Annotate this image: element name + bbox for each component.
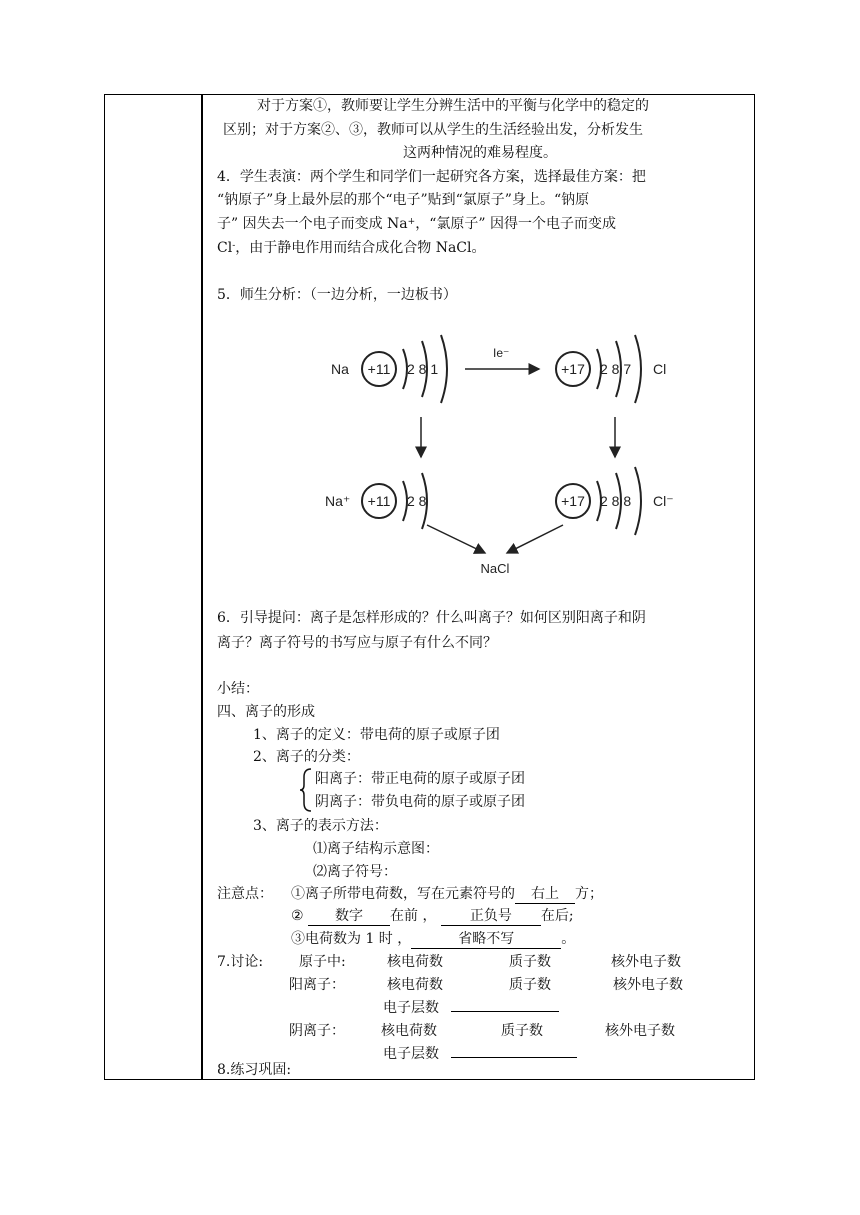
cation-protons: 质子数 [509,977,551,993]
ion-classification: 2、离子的分类： [253,749,360,765]
notes-label: 注意点： [217,886,273,902]
cation-label: 阳离子： [289,977,345,993]
s6-line-1: 6．引导提问：离子是怎样形成的？什么叫离子？如何区别阳离子和阴 [217,610,646,626]
s7-label: 7.讨论: [217,954,264,970]
atom-electrons: 核外电子数 [611,954,681,970]
ion-definition: 1、离子的定义：带电荷的原子或原子团 [253,727,500,743]
cation-layers: 电子层数 [383,997,559,1019]
electron-transfer-label: Ie⁻ [493,346,510,360]
s4-line-1: 4．学生表演：两个学生和同学们一起研究各方案，选择最佳方案：把 [217,169,646,185]
cl-ion-label: Cl⁻ [653,493,674,509]
anion-layers: 电子层数 [383,1043,577,1065]
fill-blank: 右上 [515,885,575,904]
summary-heading: 四、离子的形成 [217,704,315,720]
fill-blank: 省略不写 [411,930,561,949]
cation-electrons: 核外电子数 [613,977,683,993]
fill-blank [451,1057,577,1058]
anion-label: 阴离子： [289,1023,345,1039]
cl-ion-shell-arc [635,467,641,535]
ion-representation: 3、离子的表示方法： [253,818,388,834]
anion-electrons: 核外电子数 [605,1023,675,1039]
cl-shells: 2 8 7 [600,361,632,377]
anion-protons: 质子数 [501,1023,543,1039]
s8-label: 8.练习巩固: [217,1062,292,1078]
note-2: ② 数字 在前 ， 正负号 在后; [291,908,574,924]
na-shell-arc [441,335,447,403]
column-divider [202,95,203,1079]
representation-1: ⑴离子结构示意图： [313,841,439,857]
atom-nuclear-charge: 核电荷数 [387,954,443,970]
cl-ion-to-nacl-arrow [507,525,563,553]
fill-blank [451,1011,559,1012]
na-ion-label: Na⁺ [325,493,351,509]
representation-2: ⑵离子符号： [313,864,397,880]
fill-blank: 数字 [308,907,390,926]
nacl-label: NaCl [480,561,510,576]
atom-protons: 质子数 [509,954,551,970]
s4-line-2: “钠原子”身上最外层的那个“电子”贴到“氯原子”身上。“钠原 [217,192,590,208]
intro-line-2: 区别；对于方案②、③，教师可以从学生的生活经验出发，分析发生 [223,122,643,138]
cl-label: Cl [653,361,667,377]
fill-blank: 正负号 [441,907,541,926]
s5-title: 5．师生分析：（一边分析，一边板书） [217,287,457,303]
intro-line-1: 对于方案①，教师要让学生分辨生活中的平衡与化学中的稳定的 [257,98,649,114]
anion-nuclear-charge: 核电荷数 [381,1023,437,1039]
na-ion-to-nacl-arrow [427,525,485,553]
cation-nuclear-charge: 核电荷数 [387,977,443,993]
note-1: ①离子所带电荷数，写在元素符号的 右上 方； [291,886,603,902]
atom-label: 原子中: [299,954,346,970]
lesson-table [104,94,755,1080]
intro-line-3: 这两种情况的难易程度。 [403,145,557,161]
cation-definition: 阳离子：带正电荷的原子或原子团 [315,771,525,787]
cl-ion-shells: 2 8 8 [600,493,632,509]
ion-formation-diagram [307,321,677,581]
s6-line-2: 离子？离子符号的书写应与原子有什么不同？ [217,635,497,651]
anion-definition: 阴离子：带负电荷的原子或原子团 [315,794,525,810]
s4-line-3: 子” 因失去一个电子而变成 Na+，“氯原子” 因得一个电子而变成 [217,216,616,232]
summary-label: 小结： [217,681,259,697]
na-ion-shells: 2 8 [407,493,427,509]
note-3: ③电荷数为 1 时 ， 省略不写 。 [291,931,576,947]
cl-ion-nucleus-charge: +17 [561,493,585,509]
na-nucleus-charge: +11 [367,361,391,377]
cl-nucleus-charge: +17 [561,361,585,377]
cl-shell-arc [635,335,641,403]
na-shells: 2 8 1 [407,361,439,377]
na-label: Na [331,361,349,377]
s4-line-4: Cl-，由于静电作用而结合成化合物 NaCl。 [217,240,486,256]
brace-icon [299,767,313,813]
na-ion-nucleus-charge: +11 [367,493,391,509]
